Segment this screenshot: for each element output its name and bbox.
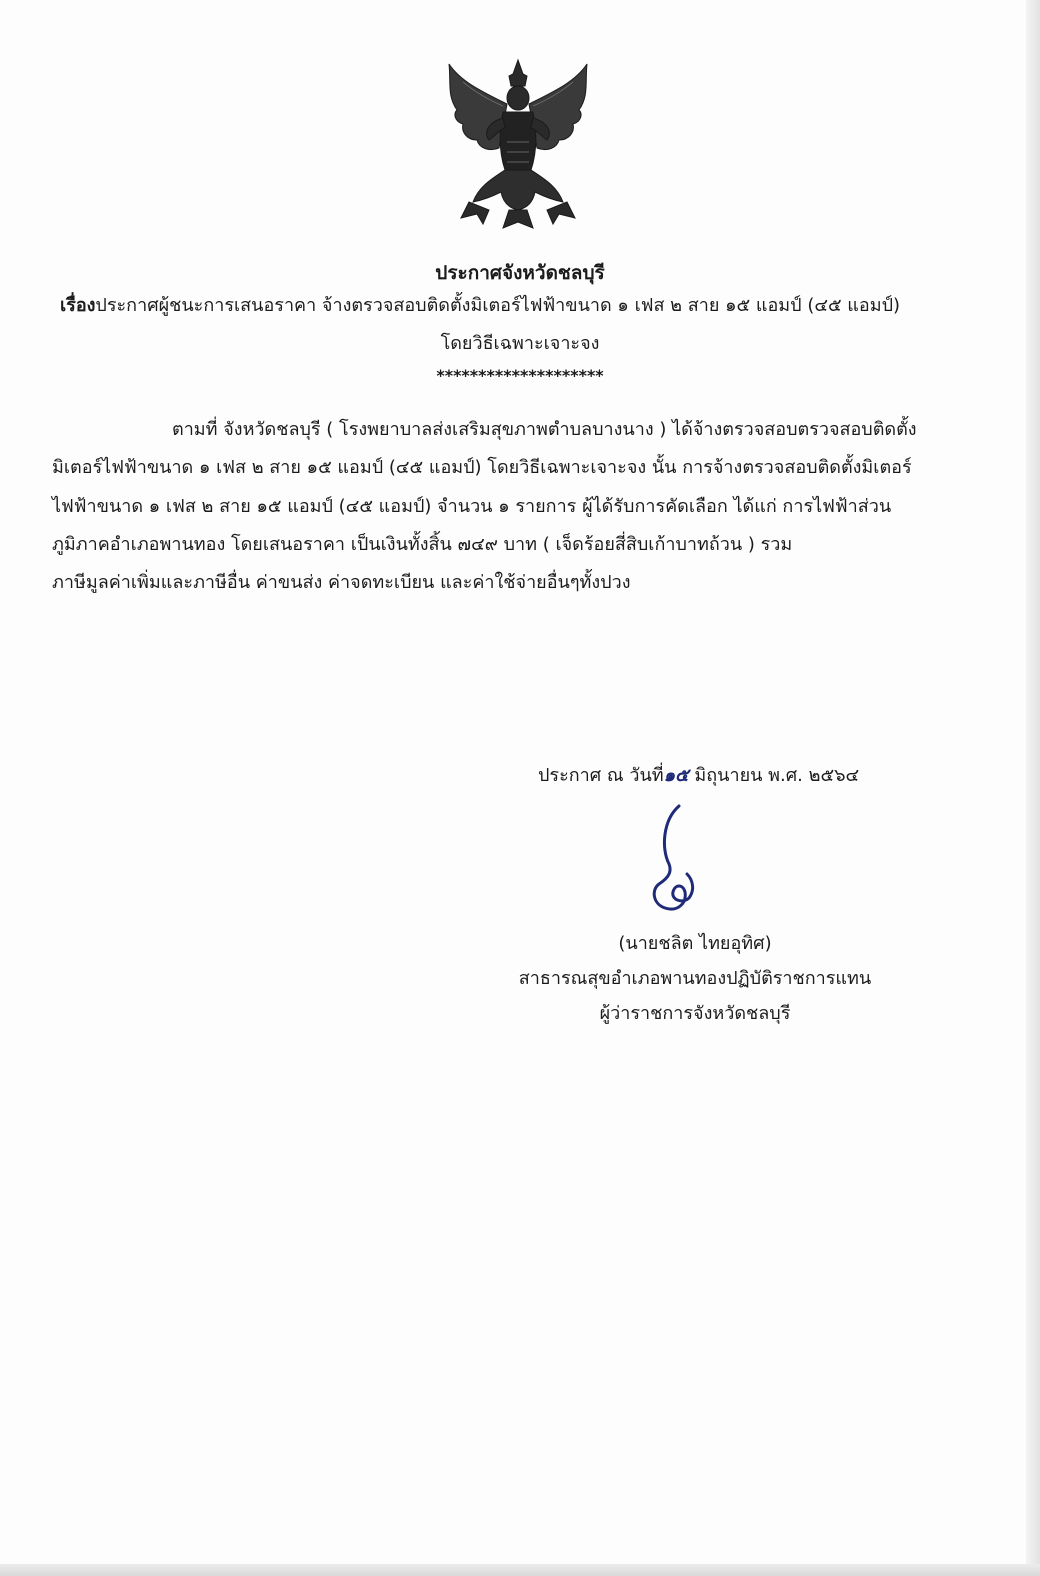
date-day-handwritten: ๑๕ — [663, 765, 689, 786]
date-prefix: ประกาศ ณ วันที่ — [538, 765, 664, 786]
signer-name: (นายชลิต ไทยอุทิศ) — [618, 933, 772, 954]
body-paragraph-line: ตามที่ จังหวัดชลบุรี ( โรงพยาบาลส่งเสริมสุขภาพตำบลบางนาง ) ได้จ้างตรวจสอบตรวจสอบติดตั้ง — [172, 419, 917, 440]
body-paragraph-line: ภาษีมูลค่าเพิ่มและภาษีอื่น ค่าขนส่ง ค่าจดทะเบียน และค่าใช้จ่ายอื่นๆทั้งปวง — [52, 572, 631, 593]
paper-edge-right — [1026, 0, 1040, 1576]
garuda-emblem-icon — [443, 52, 593, 230]
body-paragraph-line: มิเตอร์ไฟฟ้าขนาด ๑ เฟส ๒ สาย ๑๕ แอมป์ (๔๕ แอมป์) โดยวิธีเฉพาะเจาะจง นั้น การจ้างตรวจสอบติดตั้งมิเตอร์ — [52, 457, 912, 478]
paper-edge-bottom — [0, 1564, 1040, 1576]
separator-line: ******************** — [436, 366, 604, 385]
subject-text: ประกาศผู้ชนะการเสนอราคา จ้างตรวจสอบติดตั้งมิเตอร์ไฟฟ้าขนาด ๑ เฟส ๒ สาย ๑๕ แอมป์ (๔๕ แอมป์) — [95, 295, 901, 316]
handwritten-signature-icon — [635, 800, 715, 920]
subject-label: เรื่อง — [60, 295, 96, 316]
body-paragraph-line: ไฟฟ้าขนาด ๑ เฟส ๒ สาย ๑๕ แอมป์ (๔๕ แอมป์) จำนวน ๑ รายการ ผู้ได้รับการคัดเลือก ได้แก่ การไฟฟ้าส่วน — [52, 496, 892, 517]
signer-position: สาธารณสุขอำเภอพานทองปฏิบัติราชการแทน — [518, 968, 872, 989]
date-suffix: มิถุนายน พ.ศ. ๒๕๖๔ — [688, 765, 860, 786]
subject-line — [60, 290, 990, 319]
announcement-title: ประกาศจังหวัดชลบุรี — [435, 262, 605, 284]
signer-position-governor: ผู้ว่าราชการจังหวัดชลบุรี — [599, 1003, 791, 1024]
procurement-method: โดยวิธีเฉพาะเจาะจง — [440, 333, 600, 354]
announcement-date — [538, 760, 859, 789]
body-paragraph-line: ภูมิภาคอำเภอพานทอง โดยเสนอราคา เป็นเงินทั้งสิ้น ๗๔๙ บาท ( เจ็ดร้อยสี่สิบเก้าบาทถ้วน ) รวม — [52, 534, 793, 555]
